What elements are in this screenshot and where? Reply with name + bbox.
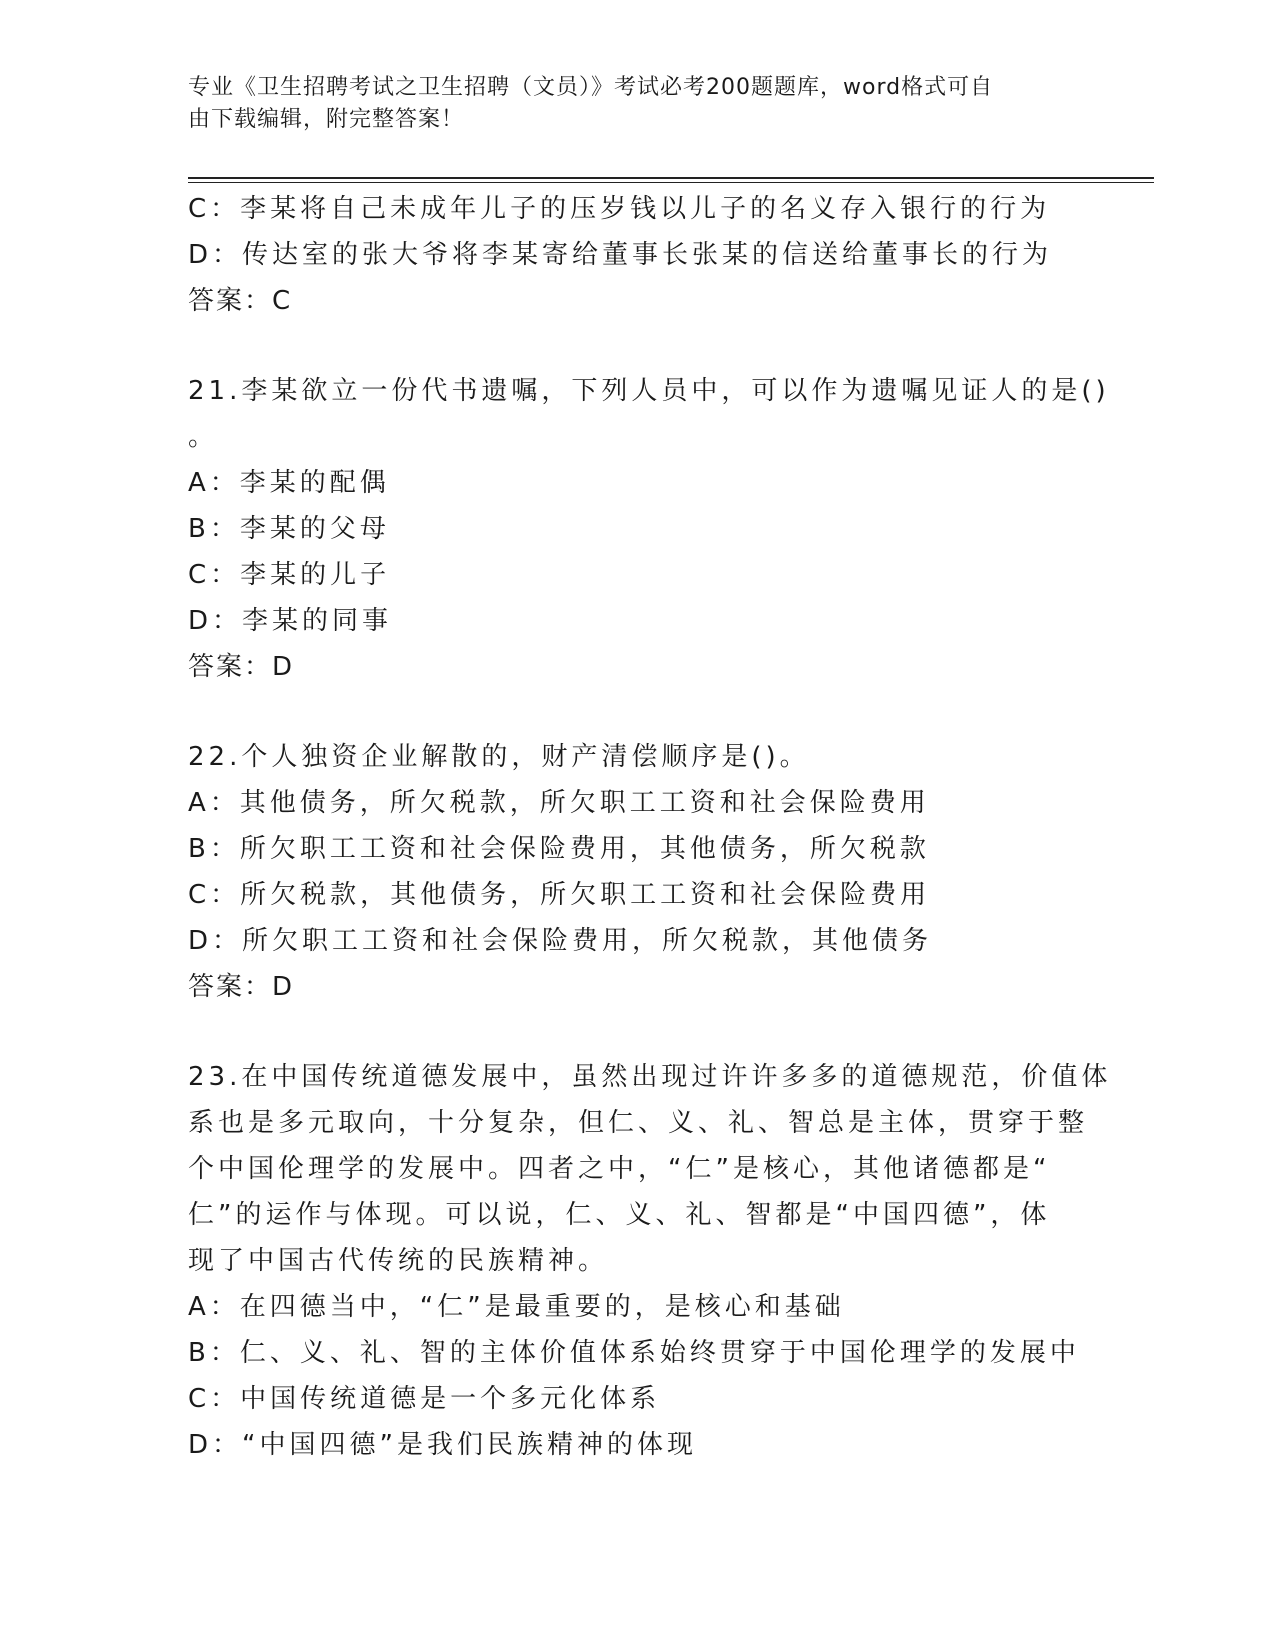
header-divider-thick xyxy=(188,177,1154,179)
header-line-1: 专业《卫生招聘考试之卫生招聘（文员）》考试必考200题题库，word格式可自 xyxy=(188,75,994,100)
header-divider-thin xyxy=(188,182,1154,183)
document-header xyxy=(188,72,1068,136)
q22-answer: 答案：D xyxy=(188,972,295,1002)
q21-option-c: C：李某的儿子 xyxy=(188,560,391,590)
q21-option-a: A：李某的配偶 xyxy=(188,468,390,498)
q23-option-c: C：中国传统道德是一个多元化体系 xyxy=(188,1384,661,1414)
q22-option-a: A：其他债务，所欠税款，所欠职工工资和社会保险费用 xyxy=(188,788,930,818)
q22-stem: 22.个人独资企业解散的，财产清偿顺序是()。 xyxy=(188,742,810,772)
prev-option-c: C：李某将自己未成年儿子的压岁钱以儿子的名义存入银行的行为 xyxy=(188,194,1051,224)
q21-stem-line-2: 。 xyxy=(188,422,219,452)
q23-stem-line-2: 系也是多元取向，十分复杂，但仁、义、礼、智总是主体，贯穿于整 xyxy=(188,1108,1089,1138)
spacer xyxy=(188,1010,1088,1054)
header-line-2: 由下载编辑，附完整答案！ xyxy=(188,107,465,132)
q21-option-d: D：李某的同事 xyxy=(188,606,393,636)
q22-option-d: D：所欠职工工资和社会保险费用，所欠税款，其他债务 xyxy=(188,926,933,956)
prev-option-d: D：传达室的张大爷将李某寄给董事长张某的信送给董事长的行为 xyxy=(188,240,1053,270)
q23-stem-line-5: 现了中国古代传统的民族精神。 xyxy=(188,1246,609,1276)
q23-stem-line-4: 仁”的运作与体现。可以说，仁、义、礼、智都是“中国四德”，体 xyxy=(188,1200,1051,1230)
q23-option-a: A：在四德当中，“仁”是最重要的，是核心和基础 xyxy=(188,1292,845,1322)
question-content xyxy=(188,186,1112,1468)
q23-stem-line-3: 个中国伦理学的发展中。四者之中，“仁”是核心，其他诸德都是“ xyxy=(188,1154,1051,1184)
prev-answer: 答案：C xyxy=(188,286,293,316)
q21-option-b: B：李某的父母 xyxy=(188,514,390,544)
q22-option-b: B：所欠职工工资和社会保险费用，其他债务，所欠税款 xyxy=(188,834,930,864)
spacer xyxy=(188,690,1088,734)
q21-stem-line-1: 21.李某欲立一份代书遗嘱，下列人员中，可以作为遗嘱见证人的是() xyxy=(188,376,1110,406)
q23-stem-line-1: 23.在中国传统道德发展中，虽然出现过许许多多的道德规范，价值体 xyxy=(188,1062,1112,1092)
q21-answer: 答案：D xyxy=(188,652,295,682)
q23-option-b: B：仁、义、礼、智的主体价值体系始终贯穿于中国伦理学的发展中 xyxy=(188,1338,1080,1368)
q22-option-c: C：所欠税款，其他债务，所欠职工工资和社会保险费用 xyxy=(188,880,931,910)
spacer xyxy=(188,324,1088,368)
q23-option-d: D：“中国四德”是我们民族精神的体现 xyxy=(188,1430,697,1460)
